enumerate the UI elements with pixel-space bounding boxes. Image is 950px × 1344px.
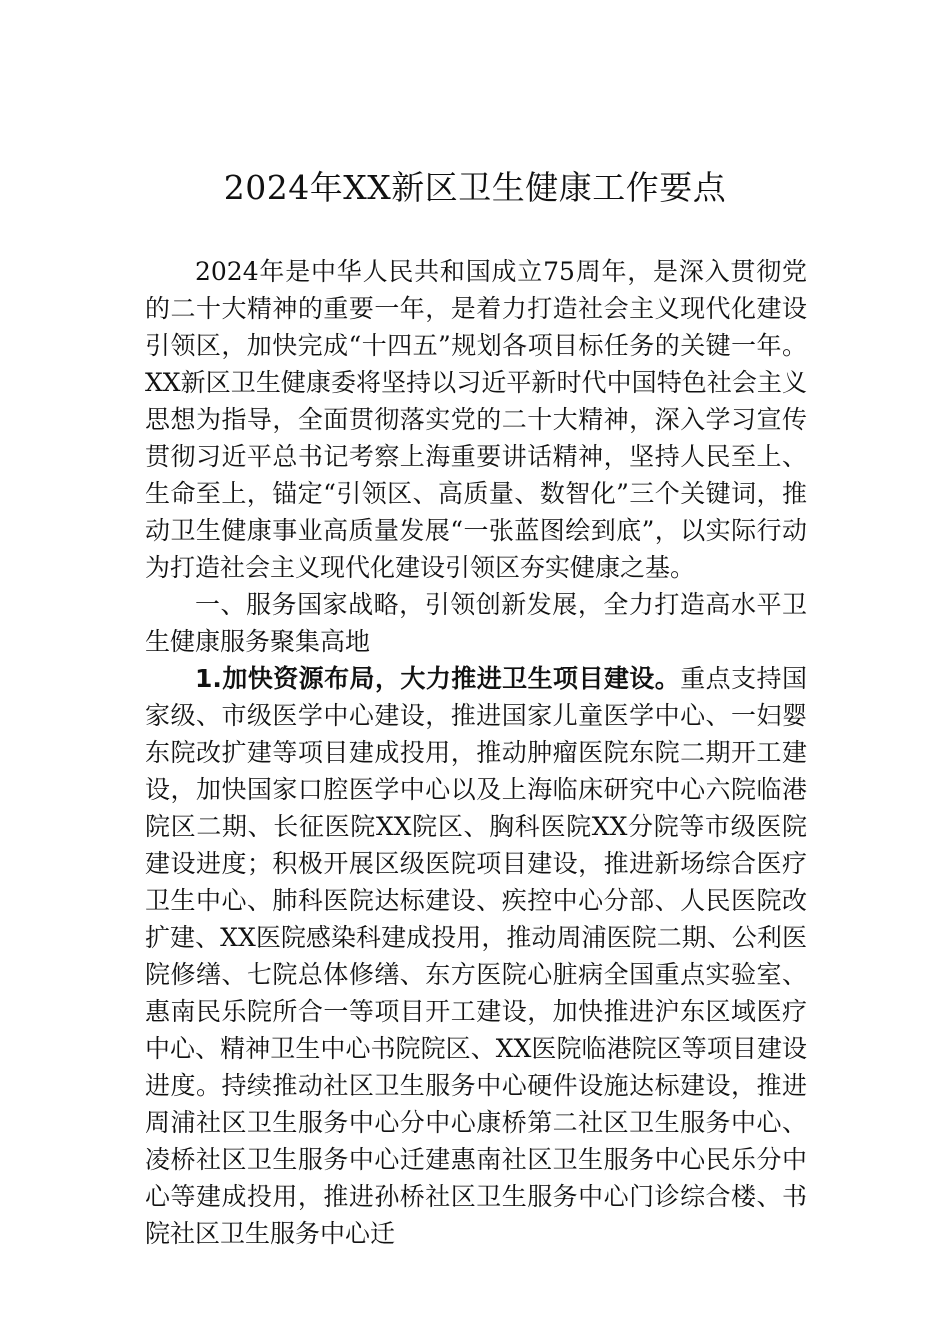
document-body: [145, 253, 807, 1252]
item-text: 重点支持国家级、市级医学中心建设，推进国家儿童医学中心、一妇婴东院改扩建等项目建成投用，推动肿瘤医院东院二期开工建设，加快国家口腔医学中心以及上海临床研究中心六院临港院区二期、长征医院XX院区、胸科医院XX分院等市级医院建设进度；积极开展区级医院项目建设，推进新场综合医疗卫生中心、肺科医院达标建设、疾控中心分部、人民医院改扩建、XX医院感染科建成投用，推动周浦医院二期、公利医院修缮、七院总体修缮、东方医院心脏病全国重点实验室、惠南民乐院所合一等项目开工建设，加快推进沪东区域医疗中心、精神卫生中心书院院区、XX医院临港院区等项目建设进度。持续推动社区卫生服务中心硬件设施达标建设，推进周浦社区卫生服务中心分中心康桥第二社区卫生服务中心、凌桥社区卫生服务中心迁建惠南社区卫生服务中心民乐分中心等建成投用，推进孙桥社区卫生服务中心门诊综合楼、书院社区卫生服务中心迁: [145, 664, 807, 1248]
intro-paragraph: 2024年是中华人民共和国成立75周年，是深入贯彻党的二十大精神的重要一年，是着力打造社会主义现代化建设引领区，加快完成“十四五”规划各项目标任务的关键一年。XX新区卫生健康委将坚持以习近平新时代中国特色社会主义思想为指导，全面贯彻落实党的二十大精神，深入学习宣传贯彻习近平总书记考察上海重要讲话精神，坚持人民至上、生命至上，锚定“引领区、高质量、数智化”三个关键词，推动卫生健康事业高质量发展“一张蓝图绘到底”，以实际行动为打造社会主义现代化建设引领区夯实健康之基。: [145, 257, 807, 582]
item-paragraph: [145, 660, 807, 1252]
item-title: 1.加快资源布局，大力推进卫生项目建设。: [195, 664, 681, 693]
document-title: 2024年XX新区卫生健康工作要点: [223, 168, 727, 207]
section-heading: 一、服务国家战略，引领创新发展，全力打造高水平卫生健康服务聚集高地: [145, 590, 807, 656]
